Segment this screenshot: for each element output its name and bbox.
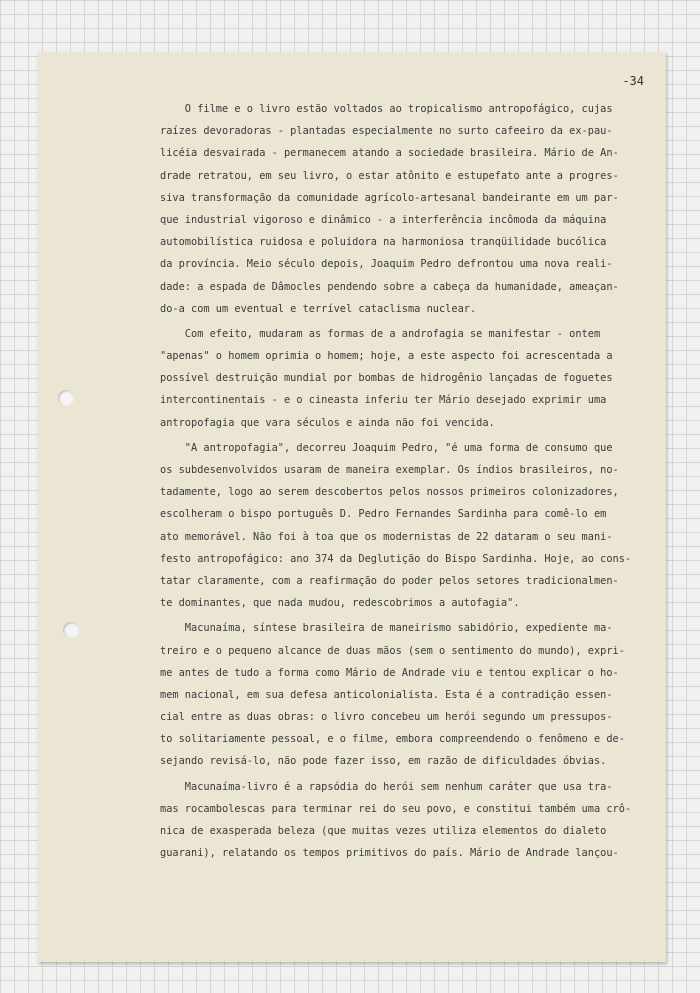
text-line: Macunaíma-livro é a rapsódia do herói sem nenhum caráter que usa tra- <box>160 780 613 793</box>
text-line: possível destruição mundial por bombas de hidrogênio lançadas de foguetes <box>160 372 613 385</box>
text-line: treiro e o pequeno alcance de duas mãos (sem o sentimento do mundo), expri- <box>160 644 625 657</box>
text-line: guarani), relatando os tempos primitivos do país. Mário de Andrade lançou- <box>160 847 619 860</box>
text-line: raízes devoradoras - plantadas especialmente no surto cafeeiro da ex-pau- <box>160 125 613 138</box>
paragraph-2 <box>160 323 642 434</box>
page-number: -34 <box>622 74 644 88</box>
text-line: intercontinentais - e o cineasta inferiu ter Mário desejado exprimir uma <box>160 394 607 407</box>
text-line: sejando revisá-lo, não pode fazer isso, em razão de dificuldades óbvias. <box>160 755 607 768</box>
text-line: ato memorável. Não foi à toa que os modernistas de 22 dataram o seu mani- <box>160 530 613 543</box>
text-line: siva transformação da comunidade agrícolo-artesanal bandeirante em um par- <box>160 191 619 204</box>
text-line: O filme e o livro estão voltados ao tropicalismo antropofágico, cujas <box>160 103 613 115</box>
paragraph-4 <box>160 617 642 772</box>
text-line: te dominantes, que nada mudou, redescobrimos a autofagia". <box>160 597 520 610</box>
text-line: nica de exasperada beleza (que muitas vezes utiliza elementos do dialeto <box>160 825 607 837</box>
typewritten-page <box>38 52 666 962</box>
text-line: to solitariamente pessoal, e o filme, embora compreendendo o fenômeno e de- <box>160 733 625 746</box>
text-line: festo antropofágico: ano 374 da Deglutição do Bispo Sardinha. Hoje, ao cons- <box>160 552 632 565</box>
text-line: "A antropofagia", decorreu Joaquim Pedro, "é uma forma de consumo que <box>160 441 613 454</box>
paragraph-5 <box>160 776 642 865</box>
text-line: automobilística ruidosa e poluidora na harmoniosa tranqüilidade bucólica <box>160 236 607 249</box>
text-line: que industrial vigoroso e dinâmico - a interferência incômoda da máquina <box>160 213 607 226</box>
text-line: Macunaíma, síntese brasileira de maneirismo sabidório, expediente ma- <box>160 622 613 635</box>
paragraph-3 <box>160 437 642 615</box>
text-line: antropofagia que vara séculos e ainda não foi vencida. <box>160 416 495 429</box>
text-line: dade: a espada de Dâmocles pendendo sobre a cabeça da humanidade, ameaçan- <box>160 280 619 293</box>
text-line: mas rocambolescas para terminar rei do seu povo, e constitui também uma crô- <box>160 802 632 815</box>
punch-hole-top <box>58 390 74 406</box>
text-line: mem nacional, em sua defesa anticolonialista. Esta é a contradição essen- <box>160 688 613 701</box>
text-line: licéia desvairada - permanecem atando a sociedade brasileira. Mário de An- <box>160 147 619 160</box>
punch-hole-bottom <box>63 622 79 638</box>
text-line: cial entre as duas obras: o livro concebeu um herói segundo um pressupos- <box>160 711 613 724</box>
text-line: Com efeito, mudaram as formas de a androfagia se manifestar - ontem <box>160 327 601 340</box>
text-line: tadamente, logo ao serem descobertos pelos nossos primeiros colonizadores, <box>160 486 619 499</box>
text-line: drade retratou, em seu livro, o estar atônito e estupefato ante a progres- <box>160 169 619 182</box>
text-line: "apenas" o homem oprimia o homem; hoje, a este aspecto foi acrescentada a <box>160 350 613 363</box>
text-line: da província. Meio século depois, Joaquim Pedro defrontou uma nova reali- <box>160 258 613 271</box>
text-line: tatar claramente, com a reafirmação do poder pelos setores tradicionalmen- <box>160 574 619 587</box>
document-body <box>160 98 642 864</box>
text-line: os subdesenvolvidos usaram de maneira exemplar. Os índios brasileiros, no- <box>160 464 619 476</box>
text-line: escolheram o bispo português D. Pedro Fernandes Sardinha para comê-lo em <box>160 508 607 521</box>
text-line: me antes de tudo a forma como Mário de Andrade viu e tentou explicar o ho- <box>160 666 619 679</box>
paragraph-1 <box>160 98 642 320</box>
text-line: do-a com um eventual e terrível cataclisma nuclear. <box>160 302 477 315</box>
